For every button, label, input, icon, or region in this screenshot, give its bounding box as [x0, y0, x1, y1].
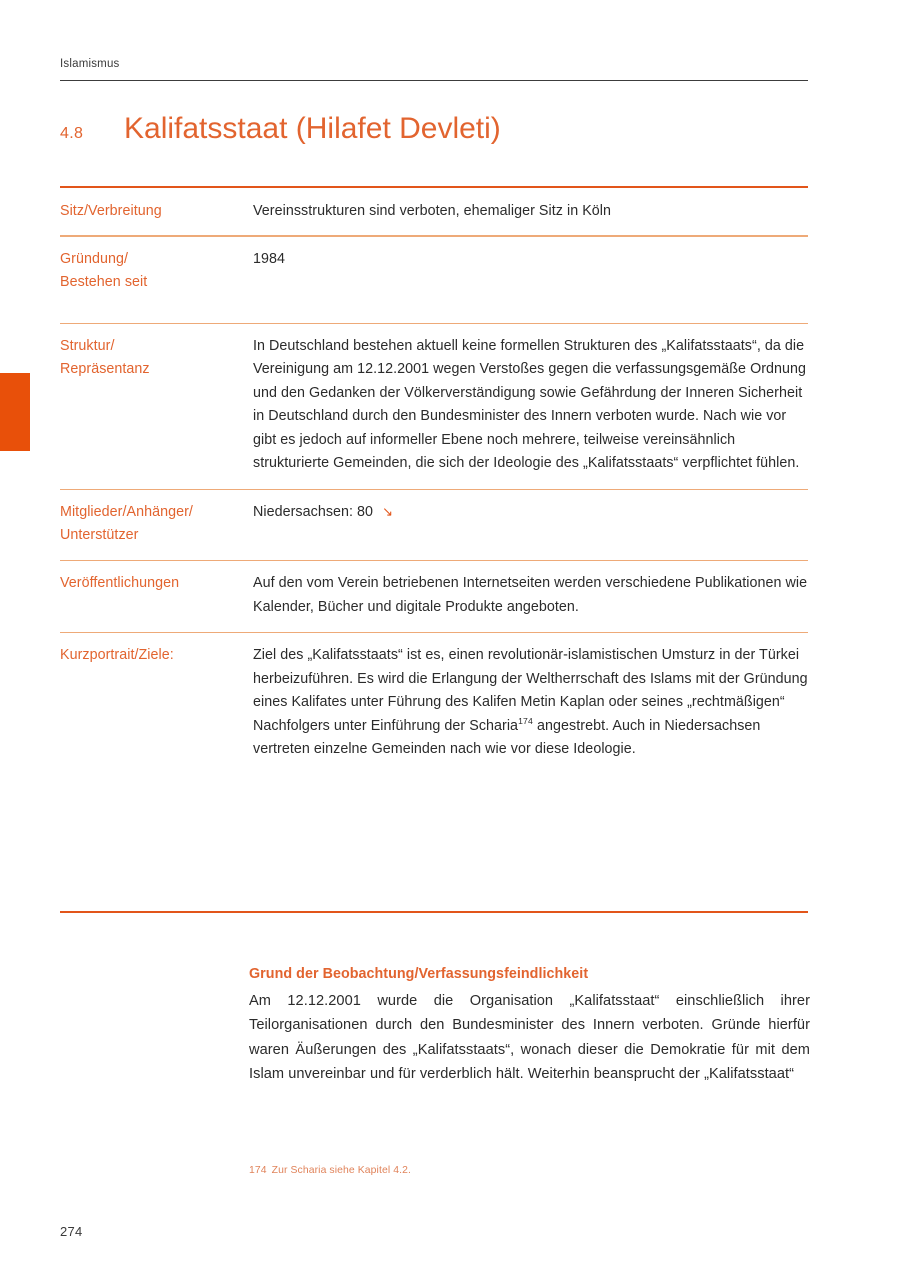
chapter-thumb-tab	[0, 373, 30, 451]
table-row	[60, 324, 808, 490]
row-value-kurzportrait-ziele	[253, 633, 808, 778]
row-label-veroeffentlichungen: Veröffentlichungen	[60, 575, 180, 592]
table-row	[60, 490, 808, 561]
row-value-text	[253, 501, 808, 525]
info-table	[60, 190, 808, 778]
chapter-title: Kalifatsstaat (Hilafet Devleti)	[124, 112, 501, 145]
row-label-line-1: Struktur/	[60, 337, 115, 354]
row-value-text: Auf den vom Verein betriebenen Internetseiten werden verschiedene Publikationen wie Kalender, Bücher und digitale Produkte angeboten.	[253, 575, 808, 615]
row-label-gruendung	[60, 237, 253, 324]
table-row	[60, 237, 808, 324]
table-top-rule	[60, 186, 808, 188]
row-label-line-2: Repräsentanz	[60, 360, 150, 377]
footnote-number: 174	[249, 1165, 267, 1176]
row-value-text	[253, 644, 808, 762]
row-value-text: 1984	[253, 250, 286, 267]
table-bottom-rule	[60, 911, 808, 913]
footnote-text: Zur Scharia siehe Kapitel 4.2.	[271, 1165, 411, 1176]
table-row	[60, 633, 808, 778]
body-section	[249, 963, 810, 1086]
body-section-heading: Grund der Beobachtung/Verfassungsfeindlichkeit	[249, 966, 589, 982]
arrow-down-right-icon: ↘	[382, 503, 394, 519]
kurzportrait-text-part-1: Ziel des „Kalifatsstaats“ ist es, einen revolutionär-islamistischen Umsturz in der Türkei herbeizuführen. Es wird die Erlangung der Weltherrschaft des Islams mit der Gründung eines Kalifates unter Führung des Kalifen Metin Kaplan oder seines „rechtmäßigen“ Nachfolgers unter Einführung der Scharia	[253, 647, 808, 734]
row-label-kurzportrait-ziele: Kurzportrait/Ziele:	[60, 647, 174, 664]
body-section-paragraph: Am 12.12.2001 wurde die Organisation „Kalifatsstaat“ einschließlich ihrer Teilorganisationen durch den Bundesminister des Innern verboten. Gründe hierfür waren Äußerungen des „Kalifatsstaats“, wonach dieser die Demokratie für mit dem Islam unvereinbar und für verderblich hält. Weiterhin beansprucht der „Kalifatsstaat“	[249, 993, 810, 1082]
row-label-sitz-verbreitung: Sitz/Verbreitung	[60, 203, 162, 219]
row-label-line-2: Unterstützer	[60, 527, 139, 544]
member-count-text: Niedersachsen: 80	[253, 503, 374, 520]
row-value-gruendung	[253, 237, 808, 302]
row-label-mitglieder	[60, 490, 253, 561]
table-row	[60, 561, 808, 633]
row-value-mitglieder	[253, 490, 808, 539]
kurzportrait-text-part-2: angestrebt. Auch in Niedersachsen vertreten einzelne Gemeinden nach wie vor diese Ideologie.	[253, 717, 761, 758]
footnote	[249, 1165, 810, 1176]
row-value-struktur-repraesentanz	[253, 324, 808, 490]
page-title	[60, 113, 808, 145]
row-label-line-1: Mitglieder/Anhänger/	[60, 503, 193, 520]
row-label-line-1: Gründung/	[60, 250, 129, 267]
table-row	[60, 190, 808, 237]
chapter-number: 4.8	[60, 125, 84, 142]
row-value-veroeffentlichungen	[253, 561, 808, 633]
row-label-struktur-repraesentanz	[60, 324, 253, 395]
row-value-text: In Deutschland bestehen aktuell keine formellen Strukturen des „Kalifatsstaats“, da die Vereinigung am 12.12.2001 wegen Verstoßes gegen die verfassungsgemäße Ordnung und den Gedanken der Völkerverständigung sowie Gefährdung der Inneren Sicherheit in Deutschland durch den Bundesminister des Innern verboten wurde. Nach wie vor gibt es jedoch auf informeller Ebene noch mehrere, teilweise vereinsähnlich strukturierte Gemeinden, die sich der Ideologie des „Kalifatsstaats“ verpflichtet fühlen.	[253, 337, 807, 472]
running-head-rule	[60, 80, 808, 81]
page-number: 274	[60, 1224, 83, 1239]
row-value-text: Vereinsstrukturen sind verboten, ehemaliger Sitz in Köln	[253, 203, 612, 219]
running-head: Islamismus	[60, 58, 120, 70]
footnote-marker: 174	[518, 716, 534, 727]
row-label-line-2: Bestehen seit	[60, 273, 148, 290]
row-value-sitz-verbreitung	[253, 190, 808, 237]
